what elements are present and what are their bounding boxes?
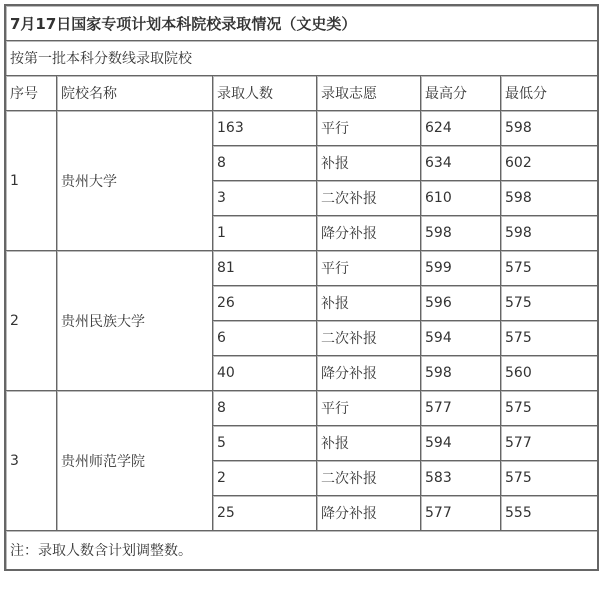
admit-count: 2 xyxy=(213,461,317,496)
admit-type: 降分补报 xyxy=(317,356,421,391)
max-score: 596 xyxy=(421,286,501,321)
max-score: 577 xyxy=(421,391,501,426)
admission-table-container xyxy=(4,4,597,571)
table-row xyxy=(6,111,599,146)
admit-count: 6 xyxy=(213,321,317,356)
max-score: 594 xyxy=(421,321,501,356)
admission-table xyxy=(4,4,599,571)
max-score: 577 xyxy=(421,496,501,531)
header-school-name: 院校名称 xyxy=(57,76,213,111)
admit-count: 163 xyxy=(213,111,317,146)
admit-type: 平行 xyxy=(317,391,421,426)
admit-type: 补报 xyxy=(317,286,421,321)
admit-count: 3 xyxy=(213,181,317,216)
title-row xyxy=(6,6,599,41)
max-score: 583 xyxy=(421,461,501,496)
admit-count: 5 xyxy=(213,426,317,461)
admit-count: 1 xyxy=(213,216,317,251)
min-score: 602 xyxy=(501,146,599,181)
header-row xyxy=(6,76,599,111)
subtitle-row xyxy=(6,41,599,76)
min-score: 575 xyxy=(501,461,599,496)
max-score: 610 xyxy=(421,181,501,216)
table-row xyxy=(6,251,599,286)
admit-count: 25 xyxy=(213,496,317,531)
min-score: 598 xyxy=(501,181,599,216)
max-score: 599 xyxy=(421,251,501,286)
max-score: 624 xyxy=(421,111,501,146)
admit-type: 降分补报 xyxy=(317,496,421,531)
school-index: 2 xyxy=(6,251,57,391)
header-index: 序号 xyxy=(6,76,57,111)
header-admit-type: 录取志愿 xyxy=(317,76,421,111)
admit-type: 平行 xyxy=(317,251,421,286)
table-subtitle: 按第一批本科分数线录取院校 xyxy=(6,41,599,76)
max-score: 598 xyxy=(421,216,501,251)
school-name: 贵州民族大学 xyxy=(57,251,213,391)
admit-type: 二次补报 xyxy=(317,181,421,216)
header-max-score: 最高分 xyxy=(421,76,501,111)
school-name: 贵州师范学院 xyxy=(57,391,213,531)
admit-type: 平行 xyxy=(317,111,421,146)
min-score: 575 xyxy=(501,391,599,426)
header-min-score: 最低分 xyxy=(501,76,599,111)
header-admit-count: 录取人数 xyxy=(213,76,317,111)
min-score: 575 xyxy=(501,286,599,321)
school-index: 1 xyxy=(6,111,57,251)
min-score: 577 xyxy=(501,426,599,461)
min-score: 560 xyxy=(501,356,599,391)
admit-type: 补报 xyxy=(317,146,421,181)
admit-type: 二次补报 xyxy=(317,461,421,496)
table-title: 7月17日国家专项计划本科院校录取情况（文史类） xyxy=(6,6,599,41)
admit-count: 40 xyxy=(213,356,317,391)
admit-count: 8 xyxy=(213,391,317,426)
school-index: 3 xyxy=(6,391,57,531)
admit-count: 8 xyxy=(213,146,317,181)
max-score: 598 xyxy=(421,356,501,391)
min-score: 575 xyxy=(501,251,599,286)
school-name: 贵州大学 xyxy=(57,111,213,251)
admit-type: 降分补报 xyxy=(317,216,421,251)
table-row xyxy=(6,391,599,426)
max-score: 594 xyxy=(421,426,501,461)
admit-type: 二次补报 xyxy=(317,321,421,356)
min-score: 555 xyxy=(501,496,599,531)
admit-count: 26 xyxy=(213,286,317,321)
min-score: 575 xyxy=(501,321,599,356)
min-score: 598 xyxy=(501,216,599,251)
note-row xyxy=(6,531,599,571)
admit-count: 81 xyxy=(213,251,317,286)
admit-type: 补报 xyxy=(317,426,421,461)
table-note: 注：录取人数含计划调整数。 xyxy=(6,531,599,571)
max-score: 634 xyxy=(421,146,501,181)
min-score: 598 xyxy=(501,111,599,146)
